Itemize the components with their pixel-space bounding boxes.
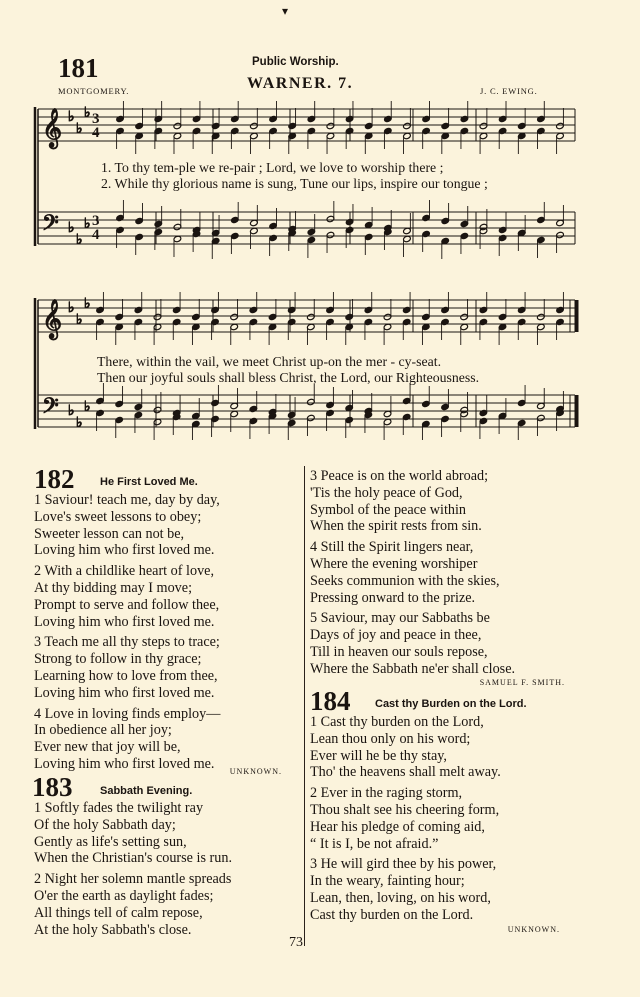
time-sig-top-treble: 3 — [92, 111, 100, 127]
verse-line: Lean, then, loving, on his word, — [310, 889, 491, 906]
verse-line: 1 Softly fades the twilight ray — [34, 800, 204, 816]
verse-line: O'er the earth as daylight fades; — [34, 887, 214, 904]
verse-line: Tho' the heavens shall melt away. — [310, 764, 501, 781]
system1-lyric-1: 1. To thy tem-ple we re-pair ; Lord, we love to worship there ; — [101, 160, 444, 175]
author-left: MONTGOMERY. — [58, 86, 130, 96]
verse-line: Loving him who first loved me. — [34, 755, 215, 772]
verse-line: At the holy Sabbath's close. — [34, 921, 192, 938]
hymn-184-text — [310, 714, 501, 924]
page-number: 73 — [289, 935, 303, 950]
verse-line: 3 He will gird thee by his power, — [310, 856, 497, 873]
hymn-183-continued-text — [310, 468, 515, 678]
hymn-182-text — [34, 492, 220, 773]
top-mark: ▾ — [282, 4, 289, 18]
verse-line: All things tell of calm repose, — [34, 904, 203, 921]
verse-line: 1 Saviour! teach me, day by day, — [34, 492, 220, 508]
verse-line: Cast thy burden on the Lord. — [310, 906, 474, 923]
verse-line: Gently as life's setting sun, — [34, 833, 187, 850]
author-182: UNKNOWN. — [229, 767, 282, 776]
verse-line: Of the holy Sabbath day; — [34, 816, 176, 833]
flat-icon: ♭ — [76, 313, 83, 328]
flat-icon: ♭ — [76, 122, 83, 137]
verse-line: Ever will he be thy stay, — [310, 747, 447, 764]
composer-right: J. C. EWING. — [480, 86, 538, 96]
system1-lyric-2: 2. While thy glorious name is sung, Tune our lips, inspire our tongue ; — [101, 176, 488, 191]
tune-name: WARNER. 7. — [247, 75, 354, 92]
verse-line: Days of joy and peace in thee, — [310, 627, 482, 644]
verse-line: When the Christian's course is run. — [34, 850, 232, 867]
verse-line: Sweeter lesson can not be, — [34, 525, 185, 542]
verse-line: In the weary, fainting hour; — [310, 873, 465, 890]
flat-icon: ♭ — [68, 404, 75, 419]
time-sig-bottom-treble: 4 — [92, 125, 100, 141]
column-divider — [304, 466, 305, 946]
verse-line: 4 Love in loving finds employ— — [34, 705, 221, 722]
verse-line: Love's sweet lessons to obey; — [34, 508, 202, 525]
verse-line: At thy bidding may I move; — [34, 579, 193, 596]
verse-line: Where the Sabbath ne'er shall close. — [310, 660, 516, 677]
verse-line: Lean thou only on his word; — [310, 730, 471, 747]
verse-line: 2 With a childlike heart of love, — [34, 563, 215, 580]
flat-icon: ♭ — [68, 221, 75, 236]
verse-line: In obedience all her joy; — [34, 722, 172, 739]
hymn-title-184: Cast thy Burden on the Lord. — [375, 698, 527, 710]
flat-icon: ♭ — [76, 233, 83, 248]
verse-line: Loving him who first loved me. — [34, 613, 215, 630]
verse-line: Prompt to serve and follow thee, — [34, 596, 220, 613]
verse-line: Seeks communion with the skies, — [310, 572, 500, 589]
system2-lyric-1: There, within the vail, we meet Christ up-on the mer - cy-seat. — [97, 354, 442, 369]
verse-line: 1 Cast thy burden on the Lord, — [310, 714, 484, 730]
verse-line: Where the evening worshiper — [310, 555, 478, 572]
verse-line: 4 Still the Spirit lingers near, — [310, 539, 474, 556]
verse-line: 3 Teach me all thy steps to trace; — [34, 634, 220, 651]
verse-line: Symbol of the peace within — [310, 501, 467, 518]
hymn-title-182: He First Loved Me. — [100, 476, 198, 488]
verse-line: Strong to follow in thy grace; — [34, 651, 202, 668]
verse-line: Pressing onward to the prize. — [310, 589, 476, 606]
treble-clef-icon: 𝄞 — [42, 110, 63, 147]
hymn-183-text — [34, 800, 232, 938]
time-sig-bottom-bass: 4 — [92, 227, 100, 243]
verse-line: When the spirit rests from sin. — [310, 518, 482, 535]
time-sig-top-bass: 3 — [92, 213, 100, 229]
flat-icon: ♭ — [68, 301, 75, 316]
verse-line: 2 Ever in the raging storm, — [310, 785, 463, 802]
flat-icon: ♭ — [84, 217, 91, 232]
hymn-number-182: 182 — [34, 464, 75, 494]
treble-clef-icon: 𝄞 — [42, 301, 63, 338]
hymn-number-181: 181 — [58, 53, 99, 83]
verse-line: Learning how to love from thee, — [34, 667, 218, 684]
flat-icon: ♭ — [68, 110, 75, 125]
hymn-number-183: 183 — [32, 772, 73, 802]
verse-line: Hear his pledge of coming aid, — [310, 818, 485, 835]
flat-icon: ♭ — [84, 106, 91, 121]
system2-lyric-2: Then our joyful souls shall bless Christ, the Lord, our Righteousness. — [97, 370, 480, 385]
verse-line: 'Tis the holy peace of God, — [310, 484, 463, 501]
hymn-title-183: Sabbath Evening. — [100, 785, 193, 797]
author-184: UNKNOWN. — [507, 925, 560, 934]
flat-icon: ♭ — [84, 400, 91, 415]
verse-line: Thou shalt see his cheering form, — [310, 801, 500, 818]
verse-line: Ever new that joy will be, — [34, 739, 181, 756]
author-183: SAMUEL F. SMITH. — [479, 678, 565, 687]
bass-clef-icon: 𝄢 — [42, 394, 59, 423]
verse-line: 3 Peace is on the world abroad; — [310, 468, 489, 484]
flat-icon: ♭ — [84, 297, 91, 312]
verse-line: 2 Night her solemn mantle spreads — [34, 871, 232, 888]
bass-clef-icon: 𝄢 — [42, 211, 59, 240]
section-title: Public Worship. — [252, 56, 339, 68]
verse-line: Till in heaven our souls repose, — [310, 643, 488, 660]
verse-line: Loving him who first loved me. — [34, 542, 215, 559]
flat-icon: ♭ — [76, 416, 83, 431]
verse-line: 5 Saviour, may our Sabbaths be — [310, 610, 490, 627]
hymn-number-184: 184 — [310, 686, 351, 716]
verse-line: “ It is I, be not afraid.” — [310, 835, 439, 852]
verse-line: Loving him who first loved me. — [34, 684, 215, 701]
